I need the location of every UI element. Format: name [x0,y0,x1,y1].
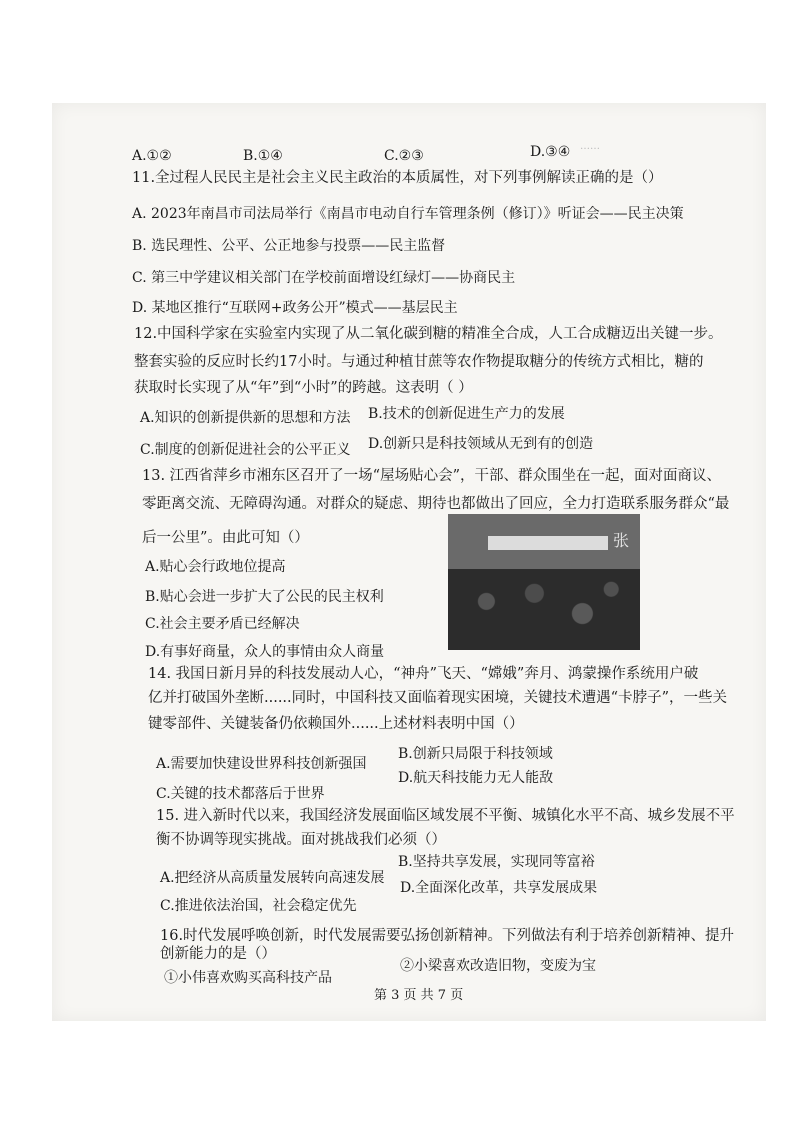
question-13-line-2: 零距离交流、无障碍沟通。对群众的疑虑、期待也都做出了回应，全力打造联系服务群众“最 [142,496,730,512]
question-14-option-b: B.创新只局限于科技领域 [398,746,553,762]
question-16-line-1: 16.时代发展呼唤创新，时代发展需要弘扬创新精神。下列做法有利于培养创新精神、提升 [160,928,735,944]
question-15-option-b: B.坚持共享发展，实现同等富裕 [398,854,595,870]
question-15-line-1: 15. 进入新时代以来，我国经济发展面临区域发展不平衡、城镇化水平不高、城乡发展不平 [156,808,735,824]
question-12-line-2: 整套实验的反应时长约17小时。与通过种植甘蔗等农作物提取糖分的传统方式相比，糖的 [134,354,704,370]
photo-crowd [448,569,640,650]
photo-banner-text: 张 [613,531,630,550]
option-a: A.①② [132,148,172,164]
question-12-line-3: 获取时长实现了从“年”到“小时”的跨越。这表明（ ） [134,380,473,396]
question-16-option-1: ①小伟喜欢购买高科技产品 [164,970,332,986]
question-14-option-c: C.关键的技术都落后于世界 [156,786,325,802]
question-14-line-1: 14. 我国日新月异的科技发展动人心，“神舟”飞天、“嫦娥”奔月、鸿蒙操作系统用户破 [148,666,699,682]
question-15-line-2: 衡不协调等现实挑战。面对挑战我们必须（） [156,832,446,848]
option-d: D.③④ [530,144,571,160]
question-12-line-1: 12.中国科学家在实验室内实现了从二氧化碳到糖的精准全合成，人工合成糖迈出关键一步。 [134,326,723,342]
question-12-option-d: D.创新只是科技领域从无到有的创造 [368,436,594,452]
question-13-line-3: 后一公里”。由此可知（） [142,530,309,546]
question-14-line-3: 键零部件、关键装备仍依赖国外......上述材料表明中国（） [148,716,524,732]
question-11-option-a: A. 2023年南昌市司法局举行《南昌市电动自行车管理条例（修订）》听证会——民主决策 [132,206,684,222]
question-13-option-c: C.社会主要矛盾已经解决 [145,616,300,632]
question-14-option-a: A.需要加快建设世界科技创新强国 [156,756,367,772]
bleed-through-text: …… [580,141,600,152]
question-15-option-a: A.把经济从高质量发展转向高速发展 [160,870,385,886]
question-11-option-c: C. 第三中学建议相关部门在学校前面增设红绿灯——协商民主 [132,270,516,286]
question-12-option-b: B.技术的创新促进生产力的发展 [368,406,565,422]
question-11-stem: 11.全过程人民民主是社会主义民主政治的本质属性，对下列事例解读正确的是（） [132,170,663,186]
meeting-photo [448,514,640,650]
question-11-option-b: B. 选民理性、公平、公正地参与投票——民主监督 [132,238,446,254]
question-13-line-1: 13. 江西省萍乡市湘东区召开了一场“屋场贴心会”，干部、群众围坐在一起，面对面商议、 [142,468,721,484]
question-15-option-d: D.全面深化改革，共享发展成果 [400,880,598,896]
question-15-option-c: C.推进依法治国，社会稳定优先 [160,898,357,914]
option-b: B.①④ [243,148,283,164]
question-13-option-a: A.贴心会行政地位提高 [145,559,286,575]
question-14-option-d: D.航天科技能力无人能敌 [398,770,554,786]
question-12-option-a: A.知识的创新提供新的思想和方法 [140,410,351,426]
question-16-option-2: ②小梁喜欢改造旧物，变废为宝 [400,958,596,974]
question-13-option-d: D.有事好商量，众人的事情由众人商量 [145,644,385,660]
option-c: C.②③ [384,148,424,164]
question-16-line-2: 创新能力的是（） [160,946,276,962]
photo-banner [488,536,608,550]
question-12-option-c: C.制度的创新促进社会的公平正义 [140,442,351,458]
question-13-option-b: B.贴心会进一步扩大了公民的民主权利 [145,589,384,605]
page-footer: 第 3 页 共 7 页 [374,988,464,1003]
question-14-line-2: 亿并打破国外垄断......同时，中国科技又面临着现实困境，关键技术遭遇“卡脖子”，一些关 [148,690,727,706]
question-11-option-d: D. 某地区推行“互联网+政务公开”模式——基层民主 [132,300,458,316]
